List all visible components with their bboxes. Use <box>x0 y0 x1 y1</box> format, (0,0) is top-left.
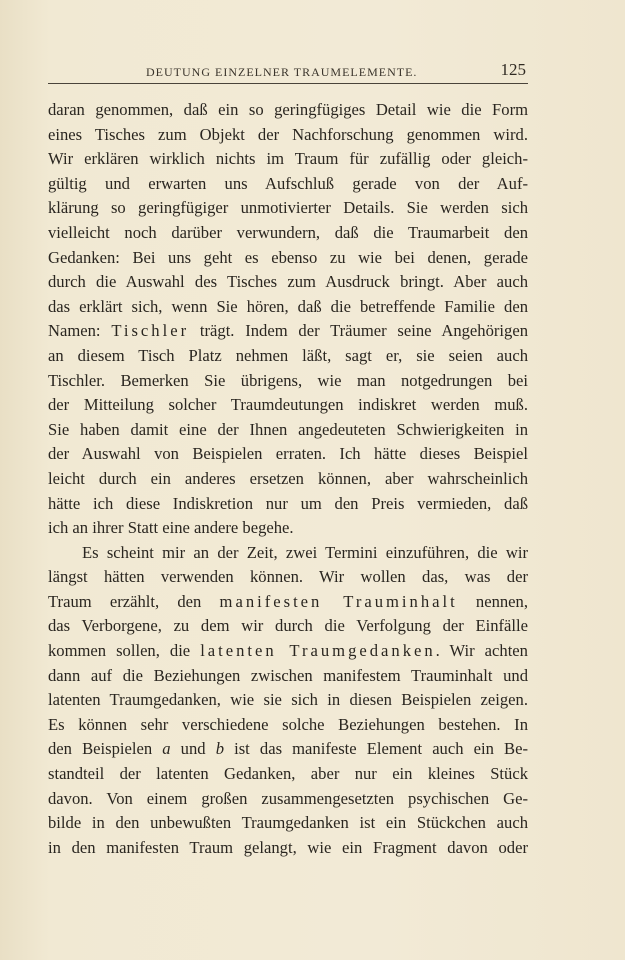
running-head: DEUTUNG EINZELNER TRAUMELEMENTE. <box>146 65 418 79</box>
text-line: klärung so geringfügiger unmotivierter Details. Sie werden sich <box>48 198 528 218</box>
page-header <box>48 60 528 82</box>
text-segment: und <box>170 739 216 759</box>
text-line: an diesem Tisch Platz nehmen läßt, sagt er, sie seien auch <box>48 345 528 365</box>
body-text <box>48 98 528 860</box>
italic-letter: b <box>215 739 224 759</box>
text-line <box>48 737 528 762</box>
text-segment: nennen, <box>457 591 528 611</box>
italic-letter: a <box>162 739 171 759</box>
text-line <box>48 639 528 664</box>
text-line: standteil der latenten Gedanken, aber nur ein kleines Stück <box>48 764 528 784</box>
text-line: der Auswahl von Beispielen erraten. Ich hätte dieses Beispiel <box>48 444 528 464</box>
text-line: Gedanken: Bei uns geht es ebenso zu wie bei denen, gerade <box>48 247 528 267</box>
text-line: latenten Traumgedanken, wie sie sich in diesen Beispielen zeigen. <box>48 690 528 710</box>
header-rule <box>48 83 528 84</box>
text-line <box>48 590 528 615</box>
text-line: eines Tisches zum Objekt der Nachforschung genommen wird. <box>48 124 528 144</box>
text-line: Sie haben damit eine der Ihnen angedeuteten Schwierigkeiten in <box>48 419 528 439</box>
text-line: Es können sehr verschiedene solche Beziehungen bestehen. In <box>48 714 528 734</box>
page-number: 125 <box>500 60 526 79</box>
text-line: längst hätten verwenden können. Wir wollen das, was der <box>48 567 528 587</box>
text-line: dann auf die Beziehungen zwischen manifestem Trauminhalt und <box>48 665 528 685</box>
text-line: Tischler. Bemerken Sie übrigens, wie man notgedrungen bei <box>48 370 528 390</box>
text-line: Wir erklären wirklich nichts im Traum für zufällig oder gleich- <box>48 149 528 169</box>
text-line: daran genommen, daß ein so geringfügiges Detail wie die Form <box>48 100 528 119</box>
text-line: durch die Auswahl des Tisches zum Ausdruck bringt. Aber auch <box>48 272 528 292</box>
text-line: bilde in den unbewußten Traumgedanken ist ein Stückchen auch <box>48 813 528 833</box>
text-line: in den manifesten Traum gelangt, wie ein Fragment davon oder <box>48 837 528 857</box>
text-line: vielleicht noch darüber verwundern, daß die Traumarbeit den <box>48 222 528 242</box>
text-segment: ist das manifeste Element auch ein Be- <box>223 739 528 759</box>
spaced-emphasis: Tischler <box>111 321 190 341</box>
spaced-emphasis: latenten Traumgedanken <box>200 641 436 661</box>
text-line: gültig und erwarten uns Aufschluß gerade von der Auf- <box>48 173 528 193</box>
text-line: Es scheint mir an der Zeit, zwei Termini einzuführen, die wir <box>82 542 528 562</box>
text-segment: . Wir achten <box>435 641 528 661</box>
text-line: davon. Von einem großen zusammengesetzten psychischen Ge- <box>48 788 528 808</box>
text-segment: Namen: <box>48 321 112 341</box>
text-line: das Verborgene, zu dem wir durch die Verfolgung der Einfälle <box>48 616 528 636</box>
text-segment: Traum erzählt, den <box>48 591 220 611</box>
text-line: ich an ihrer Statt eine andere begehe. <box>48 518 294 538</box>
text-segment: kommen sollen, die <box>48 641 201 661</box>
text-line: das erklärt sich, wenn Sie hören, daß die betreffende Familie den <box>48 296 528 316</box>
text-segment: den Beispielen <box>48 739 163 759</box>
text-line: hätte ich diese Indiskretion nur um den Preis vermieden, daß <box>48 493 528 513</box>
text-line: der Mitteilung solcher Traumdeutungen indiskret werden muß. <box>48 395 528 415</box>
text-line <box>48 319 528 344</box>
spaced-emphasis: manifesten Trauminhalt <box>219 591 458 611</box>
text-line: leicht durch ein anderes ersetzen können, aber wahrscheinlich <box>48 468 528 488</box>
text-segment: trägt. Indem der Träumer seine Angehörigen <box>189 321 528 341</box>
